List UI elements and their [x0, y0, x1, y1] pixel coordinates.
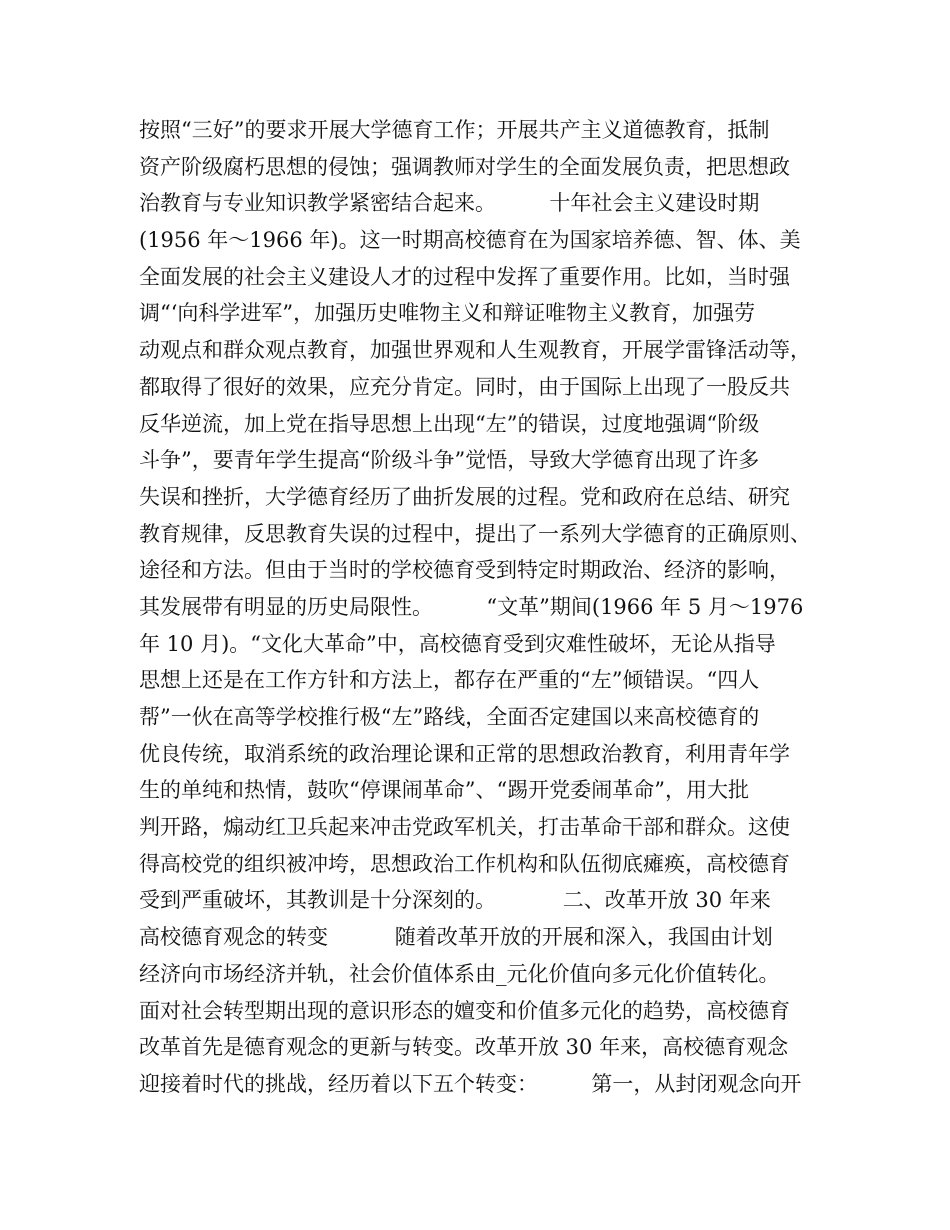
- text-line: 动观点和群众观点教育，加强世界观和人生观教育，开展学雷锋活动等，: [139, 338, 811, 363]
- text-line: 按照“三好”的要求开展大学德育工作；开展共产主义道德教育，抵制: [139, 118, 770, 142]
- text-line: 治教育与专业知识教学紧密结合起来。 十年社会主义建设时期: [139, 191, 760, 216]
- text-line: 迎接着时代的挑战，经历着以下五个转变： 第一，从封闭观念向开: [139, 1071, 802, 1096]
- text-line: 途径和方法。但由于当时的学校德育受到特定时期政治、经济的影响，: [139, 558, 790, 583]
- text-line: 斗争”，要青年学生提高“阶级斗争”觉悟，导致大学德育出现了许多: [139, 448, 760, 473]
- text-line: 年 10 月)。“文化大革命”中，高校德育受到灾难性破坏，无论从指导: [139, 631, 776, 656]
- text-line: 教育规律，反思教育失误的过程中，提出了一系列大学德育的正确原则、: [139, 521, 811, 546]
- text-line: 资产阶级腐朽思想的侵蚀；强调教师对学生的全面发展负责，把思想政: [139, 154, 790, 179]
- text-line: 失误和挫折，大学德育经历了曲折发展的过程。党和政府在总结、研究: [139, 484, 790, 509]
- text-line: 改革首先是德育观念的更新与转变。改革开放 30 年来，高校德育观念: [139, 1035, 789, 1060]
- text-line: 都取得了很好的效果，应充分肯定。同时，由于国际上出现了一股反共: [139, 374, 790, 399]
- text-line: 优良传统，取消系统的政治理论课和正常的思想政治教育，利用青年学: [139, 741, 790, 766]
- text-line: 思想上还是在工作方针和方法上，都存在严重的“左”倾错误。“四人: [139, 668, 760, 693]
- text-line: 面对社会转型期出现的意识形态的嬗变和价值多元化的趋势，高校德育: [139, 998, 790, 1023]
- text-line: 生的单纯和热情，鼓吹“停课闹革命”、“踢开党委闹革命”，用大批: [139, 778, 749, 803]
- text-line: 帮”一伙在高等学校推行极“左”路线，全面否定建国以来高校德育的: [139, 705, 760, 729]
- text-line: 高校德育观念的转变 随着改革开放的开展和深入，我国由计划: [139, 925, 773, 950]
- text-line: 调“‘向科学进军”，加强历史唯物主义和辩证唯物主义教育，加强劳: [139, 301, 756, 326]
- text-line: 受到严重破坏，其教训是十分深刻的。 二、改革开放 30 年来: [139, 888, 771, 913]
- text-line: 判开路，煽动红卫兵起来冲击党政军机关，打击革命干部和群众。这使: [139, 815, 790, 840]
- text-line: 全面发展的社会主义建设人才的过程中发挥了重要作用。比如，当时强: [139, 264, 790, 289]
- document-body: [139, 112, 819, 1103]
- text-line: 得高校党的组织被冲垮，思想政治工作机构和队伍彻底瘫痪，高校德育: [139, 851, 790, 876]
- text-line: 其发展带有明显的历史局限性。 “文革”期间(1966 年 5 月～1976: [139, 594, 804, 619]
- text-line: 经济向市场经济并轨，社会价值体系由_元化价值向多元化价值转化。: [139, 961, 780, 986]
- text-line: 反华逆流，加上党在指导思想上出现“左”的错误，过度地强调“阶级: [139, 411, 760, 436]
- text-line: (1956 年～1966 年)。这一时期高校德育在为国家培养德、智、体、美: [139, 228, 801, 253]
